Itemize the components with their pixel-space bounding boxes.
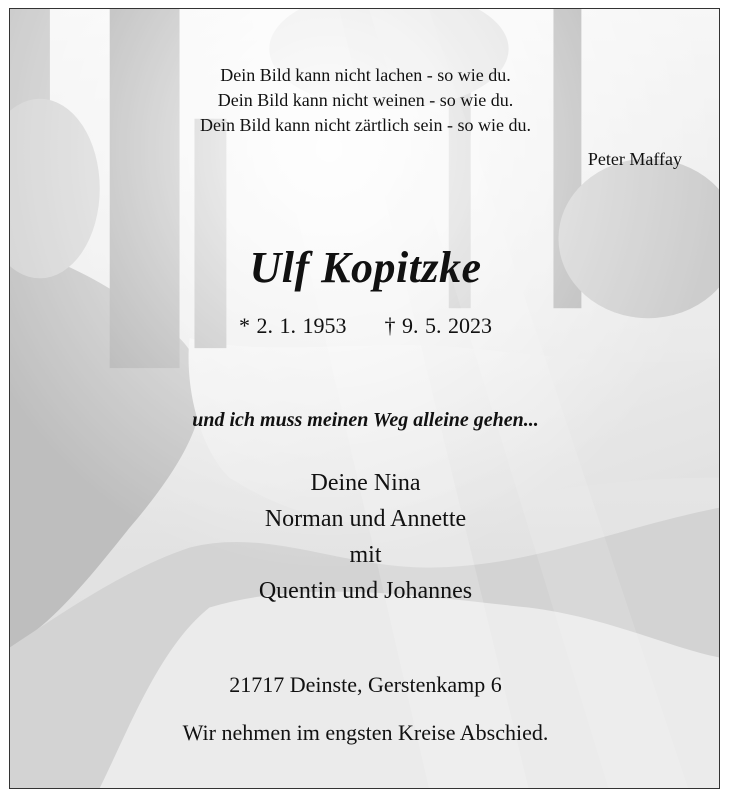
death-date: † 9. 5. 2023 — [384, 313, 492, 338]
quote-line: Dein Bild kann nicht weinen - so wie du. — [217, 90, 514, 110]
deceased-name: Ulf Kopitzke — [249, 243, 482, 292]
mourners-list — [10, 465, 720, 609]
mourner-line: mit — [349, 542, 382, 568]
mourner-line: Deine Nina — [310, 470, 421, 496]
closing-note: Wir nehmen im engsten Kreise Abschied. — [182, 720, 549, 745]
motto: und ich muss meinen Weg alleine gehen... — [192, 409, 539, 431]
mourner-line: Quentin und Johannes — [258, 578, 473, 604]
quote-line: Dein Bild kann nicht lachen - so wie du. — [220, 65, 511, 85]
life-dates — [10, 313, 720, 339]
birth-date: * 2. 1. 1953 — [239, 313, 347, 338]
obituary-card — [9, 8, 720, 789]
quote-line: Dein Bild kann nicht zärtlich sein - so wie du. — [200, 115, 531, 135]
poem-quote — [10, 63, 720, 138]
quote-author: Peter Maffay — [587, 149, 682, 169]
address: 21717 Deinste, Gerstenkamp 6 — [229, 672, 502, 697]
mourner-line: Norman und Annette — [264, 506, 467, 532]
